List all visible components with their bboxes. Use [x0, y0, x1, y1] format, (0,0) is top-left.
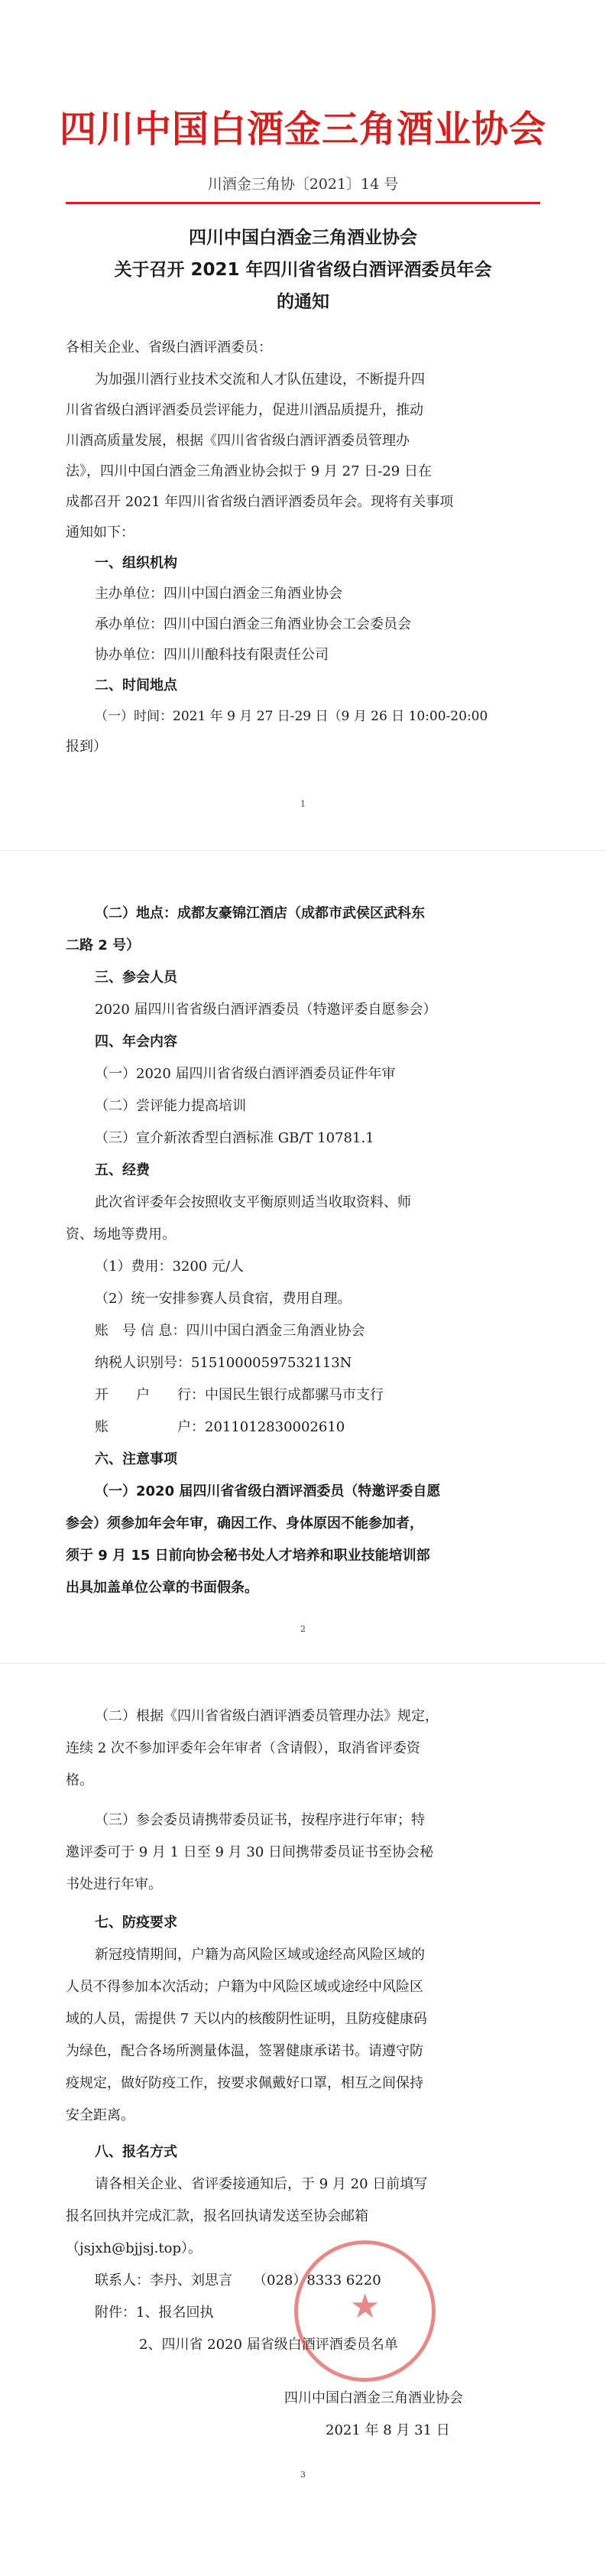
content-item-1: （一）2020 届四川省省级白酒评酒委员证件年审 — [95, 1066, 396, 1082]
intro-line: 成都召开 2021 年四川省省级白酒评酒委员年会。现将有关事项 — [66, 494, 454, 510]
epidemic-line: 安全距离。 — [66, 2107, 134, 2123]
document-number: 川酒金三角协〔2021〕14 号 — [207, 176, 399, 193]
notice-title-line-1: 四川中国白酒金三角酒业协会 — [189, 228, 417, 248]
meeting-time-cont: 报到） — [66, 739, 107, 755]
note-2-cont: 连续 2 次不参加评委年会年审者（含请假），取消省评委资 — [66, 1740, 420, 1756]
section-7-heading: 七、防疫要求 — [95, 1915, 177, 1931]
section-4-heading: 四、年会内容 — [95, 1034, 177, 1050]
page-number: 2 — [300, 1624, 306, 1634]
org-header-title: 四川中国白酒金三角酒业协会 — [59, 108, 546, 151]
page-1 — [0, 0, 606, 830]
bank-name: 开 户 行：中国民生银行成都骡马市支行 — [95, 1387, 384, 1403]
intro-line: 通知如下： — [66, 525, 134, 541]
co-organizer-unit: 协办单位：四川川酿科技有限责任公司 — [95, 647, 329, 663]
section-8-heading: 八、报名方式 — [95, 2144, 177, 2160]
intro-line: 川省省级白酒评酒委员尝评能力，促进川酒品质提升，推动 — [66, 402, 423, 418]
notice-title-line-3: 的通知 — [277, 292, 329, 312]
content-item-2: （二）尝评能力提高培训 — [95, 1098, 246, 1114]
note-1-cont: 须于 9 月 15 日前向协会秘书处人才培养和职业技能培训部 — [66, 1548, 430, 1564]
fee-amount: （1）费用：3200 元/人 — [95, 1259, 245, 1275]
signup-instructions-cont: 报名回执并完成汇款，报名回执请发送至协会邮箱 — [66, 2208, 368, 2224]
section-5-heading: 五、经费 — [95, 1162, 150, 1178]
signature-date: 2021 年 8 月 31 日 — [326, 2422, 450, 2438]
tax-id: 纳税人识别号：51510000597532113N — [95, 1355, 352, 1371]
page-gap-divider — [0, 850, 606, 851]
epidemic-line: 疫规定，做好防疫工作，按要求佩戴好口罩，相互之间保持 — [66, 2075, 423, 2091]
note-2: （二）根据《四川省省级白酒评酒委员管理办法》规定， — [95, 1708, 439, 1724]
meeting-place: （二）地点：成都友豪锦江酒店（成都市武侯区武科东 — [95, 905, 425, 921]
note-3-cont: 邀评委可于 9 月 1 日至 9 月 30 日间携带委员证书至协会秘 — [66, 1844, 434, 1860]
note-3-cont: 书处进行年审。 — [66, 1876, 162, 1892]
fee-description-cont: 资、场地等费用。 — [66, 1226, 176, 1243]
page-gap-divider — [0, 1663, 606, 1664]
page-number: 3 — [300, 2470, 306, 2480]
note-1: （一）2020 届四川省省级白酒评酒委员（特邀评委自愿 — [95, 1483, 441, 1499]
intro-line: 川酒高质量发展，根据《四川省省级白酒评酒委员管理办 — [66, 433, 410, 449]
page-3 — [0, 1682, 606, 2576]
note-1-cont: 参会）须参加年会年审，确因工作、身体原因不能参加者， — [66, 1515, 423, 1532]
signup-instructions: 请各相关企业、省评委接通知后，于 9 月 20 日前填写 — [95, 2176, 428, 2192]
attachment-1: 附件：1、报名回执 — [95, 2305, 214, 2321]
section-1-heading: 一、组织机构 — [95, 555, 177, 571]
account-number: 账 户：2011012830002610 — [95, 1419, 345, 1435]
intro-line: 法》，四川中国白酒金三角酒业协会拟于 9 月 27 日-29 日在 — [66, 463, 432, 479]
section-3-heading: 三、参会人员 — [95, 970, 177, 986]
signature-org: 四川中国白酒金三角酒业协会 — [284, 2390, 463, 2406]
meeting-time: （一）时间：2021 年 9 月 27 日-29 日（9 月 26 日 10:00-20:00 — [95, 709, 488, 724]
section-6-heading: 六、注意事项 — [95, 1451, 177, 1467]
signup-email[interactable]: （jsjxh@bjjsj.top）。 — [66, 2240, 202, 2256]
contact-info: 联系人：李丹、刘思言 （028）8333 6220 — [95, 2272, 381, 2289]
page-number: 1 — [300, 799, 306, 809]
meeting-place-cont: 二路 2 号） — [66, 937, 141, 953]
epidemic-line: 为绿色，配合各场所测量体温，签署健康承诺书。请遵守防 — [66, 2043, 423, 2059]
fee-lodging: （2）统一安排参赛人员食宿，费用自理。 — [95, 1291, 352, 1307]
content-item-3: （三）宣介新浓香型白酒标准 GB/T 10781.1 — [95, 1130, 374, 1146]
note-3: （三）参会委员请携带委员证书，按程序进行年审；特 — [95, 1812, 425, 1828]
seal-star-icon: ★ — [350, 2287, 381, 2326]
fee-description: 此次省评委年会按照收支平衡原则适当收取资料、师 — [95, 1194, 411, 1210]
note-1-cont: 出具加盖单位公章的书面假条。 — [66, 1580, 258, 1596]
salutation: 各相关企业、省级白酒评酒委员： — [66, 339, 272, 356]
epidemic-line: 域的人员，需提供 7 天以内的核酸阴性证明，且防疫健康码 — [66, 2011, 427, 2027]
notice-title-line-2: 关于召开 2021 年四川省省级白酒评酒委员年会 — [114, 260, 492, 280]
epidemic-line: 人员不得参加本次活动；户籍为中风险区域或途经中风险区 — [66, 1979, 423, 1995]
red-divider — [66, 202, 540, 204]
attendees: 2020 届四川省省级白酒评酒委员（特邀评委自愿参会） — [95, 1002, 437, 1018]
account-name: 账 号 信 息：四川中国白酒金三角酒业协会 — [95, 1323, 365, 1339]
page-2 — [0, 872, 606, 1644]
intro-line: 为加强川酒行业技术交流和人才队伍建设，不断提升四 — [95, 372, 425, 388]
sponsor-unit: 主办单位：四川中国白酒金三角酒业协会 — [95, 586, 342, 602]
epidemic-line: 新冠疫情期间，户籍为高风险区域或途经高风险区域的 — [95, 1947, 425, 1963]
organizer-unit: 承办单位：四川中国白酒金三角酒业协会工会委员会 — [95, 616, 411, 632]
attachment-2: 2、四川省 2020 届省级白酒评酒委员名单 — [139, 2337, 398, 2353]
note-2-cont: 格。 — [66, 1772, 93, 1788]
section-2-heading: 二、时间地点 — [95, 677, 177, 694]
